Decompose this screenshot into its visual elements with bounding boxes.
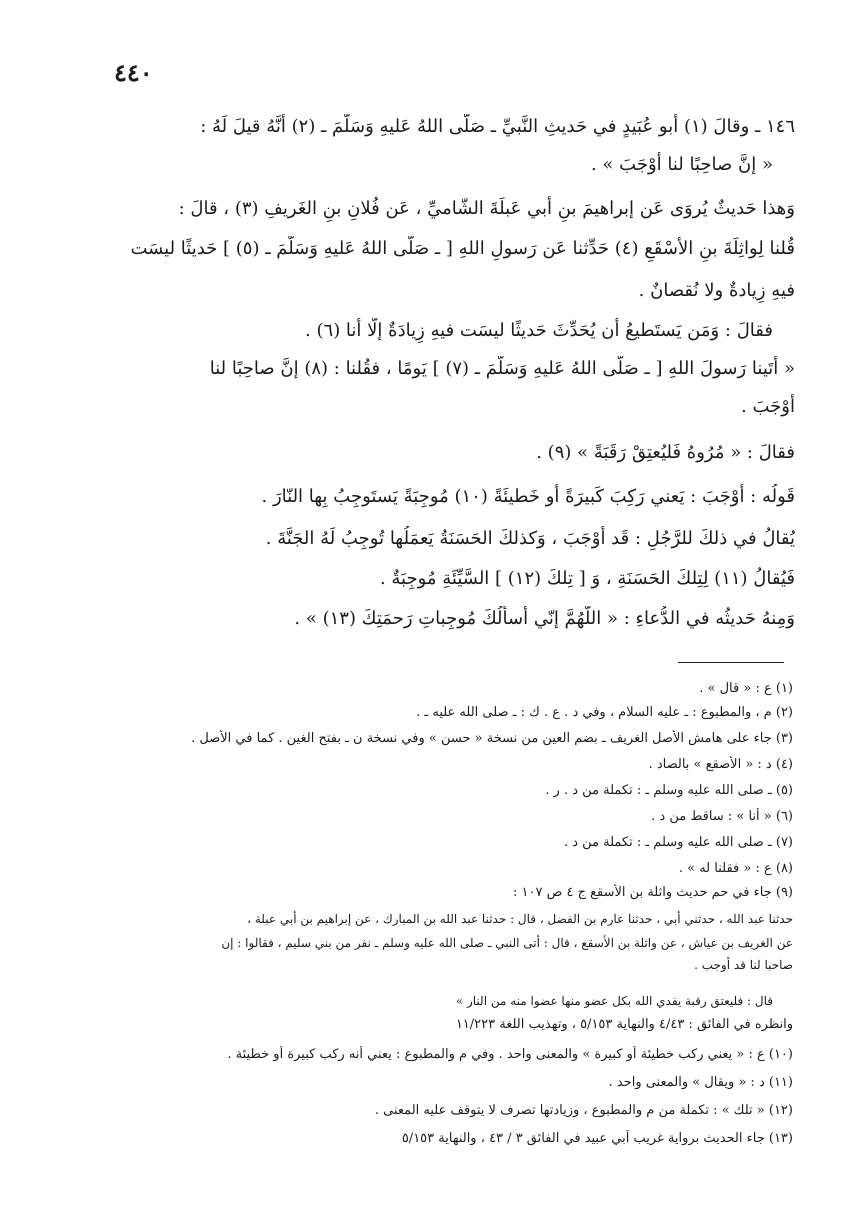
page-number: ٤٤٠	[114, 58, 153, 87]
body-line-hadith-146: ١٤٦ ـ وقالَ (١) أبو عُبَيدٍ في حَديثِ النَّبيِّ ـ صَلَّى اللهُ عَليهِ وَسَلَّمَ ـ (٢) أنَّهُ قيلَ لَهُ :	[200, 116, 795, 137]
body-line: فقالَ : « مُرُوهُ فَليُعتِقْ رَقَبَةً » (٩) .	[536, 442, 795, 463]
body-line: فقالَ : وَمَن يَستَطيعُ أن يُحَدِّثَ حَديثًا ليسَت فيهِ زِيادَةٌ إلّا أنا (٦) .	[305, 320, 773, 341]
footnote-8: (٨) ع : « فقلنا له » .	[678, 861, 793, 876]
body-line: قُلنا لِواثِلَةَ بنِ الأسْقَعِ (٤) حَدِّثنا عَن رَسولِ اللهِ [ ـ صَلَّى اللهُ عَليهِ وَسَلَّمَ ـ (٥) ] حَديثًا ليسَت	[130, 238, 795, 259]
footnote-9: (٩) جاء في حم حديث واثلة بن الأسقع ج ٤ ص ١٠٧ :	[513, 885, 793, 900]
footnote-9-text: عن الغريف بن عياش ، عن واثلة بن الأسقع ، قال : أتى النبي ـ صلى الله عليه وسلم ـ نفر من بني سليم ، فقالوا : إن	[221, 936, 793, 950]
body-line: « أتَينا رَسولَ اللهِ [ ـ صَلَّى اللهُ عَليهِ وَسَلَّمَ ـ (٧) ] يَومًا ، فقُلنا : (٨) إنَّ صاحِبًا لنا	[209, 358, 795, 379]
body-line: فَيُقالُ (١١) لِتِلكَ الحَسَنَةِ ، وَ [ تِلكَ (١٢) ] السَّيِّئَةِ مُوجِبَةٌ .	[379, 568, 795, 589]
footnote-3: (٣) جاء على هامش الأصل الغريف ـ بضم العين من نسخة « حسن » وفي نسخة ن ـ بفتح الغين . كما في الأصل .	[191, 731, 793, 746]
body-line: فيهِ زِيادةٌ ولا نُقصانٌ .	[638, 280, 795, 301]
footnote-separator	[678, 662, 784, 663]
footnote-4: (٤) د : « الأصقع » بالصاد .	[648, 757, 793, 772]
footnote-9-text: صاحبا لنا قد أوجب .	[694, 958, 793, 972]
body-line: « إنَّ صاحِبًا لنا أوْجَبَ » .	[590, 154, 773, 175]
footnote-9-isnad: حدثنا عبد الله ، حدثني أبي ، حدثنا عارم بن الفضل ، قال : حدثنا عبد الله بن المبارك ، عن إبراهيم بن أبي عبلة ،	[247, 912, 793, 926]
body-line: قَولُه : أوْجَبَ : يَعني رَكِبَ كَبيرَةً أو خَطيئَةً (١٠) مُوجِبَةً يَستَوجِبُ بِها النّارَ .	[261, 486, 795, 507]
footnote-7: (٧) ـ صلى الله عليه وسلم ـ : تكملة من د .	[563, 835, 793, 850]
body-line: يُقالُ في ذلكَ للرَّجُلِ : قَد أوْجَبَ ، وَكذلكَ الحَسَنَةُ يَعمَلُها تُوجِبُ لَهُ الجَنَّةَ .	[265, 528, 795, 549]
footnote-10: (١٠) ع : « يعني ركب خطيئة أو كبيرة » والمعنى واحد . وفي م والمطبوع : يعني أنه ركب كبيرة أو خطيئة .	[227, 1047, 793, 1062]
body-line: أوْجَبَ .	[741, 396, 795, 417]
body-line: وَمِنهُ حَديثُه في الدُّعاءِ : « اللّهُمَّ إنّي أسألُكَ مُوجِباتِ رَحمَتِكَ (١٣) » .	[294, 608, 795, 629]
footnote-9-refs: وانظره في الفائق : ٤/٤٣ والنهاية ٥/١٥٣ ، وتهذيب اللغة ١١/٢٢٣	[455, 1017, 793, 1032]
footnote-13: (١٣) جاء الحديث برواية غريب أبي عبيد في الفائق ٣ / ٤٣ ، والنهاية ٥/١٥٣	[401, 1131, 793, 1146]
footnote-12: (١٢) « تلك » : تكملة من م والمطبوع ، وزيادتها تصرف لا يتوقف عليه المعنى .	[374, 1103, 793, 1118]
footnote-1: (١) ع : « قال » .	[699, 681, 793, 696]
footnote-2: (٢) م ، والمطبوع : ـ عليه السلام ، وفي د . ع . ك : ـ صلى الله عليه ـ .	[416, 705, 793, 720]
footnote-9-text: قال : فليعتق رقبة يفدي الله بكل عضو منها عضوا منه من النار »	[455, 994, 773, 1008]
footnote-5: (٥) ـ صلى الله عليه وسلم ـ : تكملة من د . ر .	[545, 783, 793, 798]
footnote-6: (٦) « أنا » : ساقط من د .	[651, 809, 793, 824]
body-line: وَهذا حَديثٌ يُروَى عَن إبراهيمَ بنِ أبي عَبلَةَ الشّاميِّ ، عَن فُلانِ بنِ الغَريفِ (٣) ، قالَ :	[178, 198, 795, 219]
footnote-11: (١١) د : « ويقال » والمعنى واحد .	[608, 1075, 793, 1090]
